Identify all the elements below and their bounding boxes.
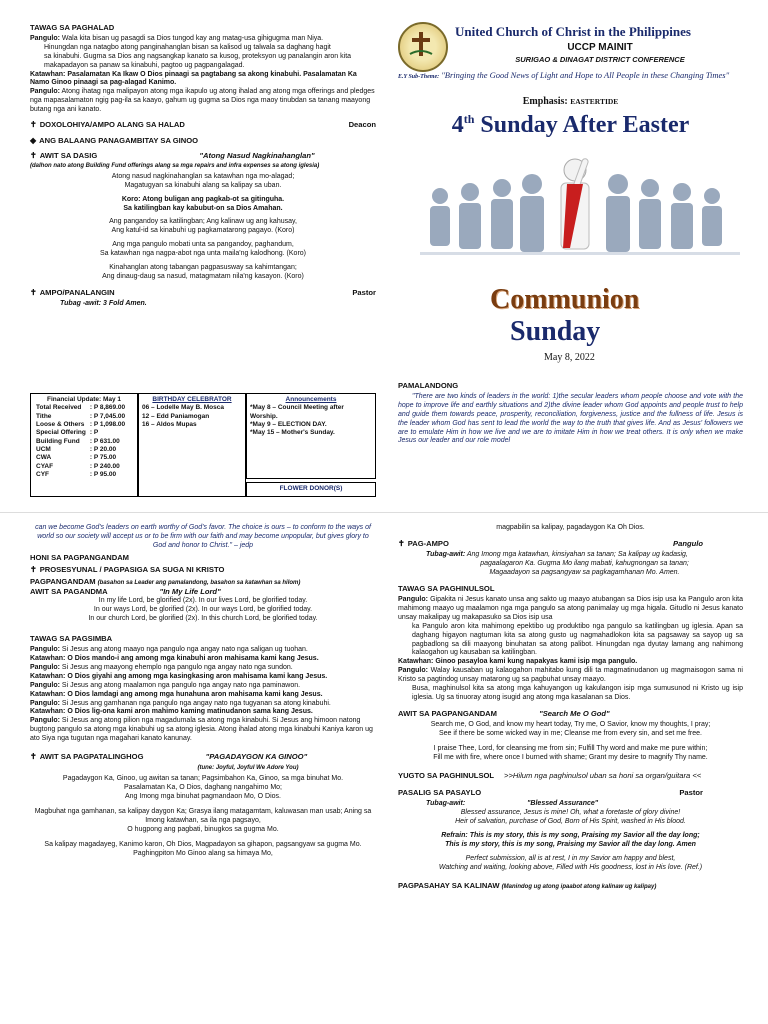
pagpatalinghog-tune: (tune: Joyful, Joyful We Adore You) [197,764,299,771]
financial-value: : P 75.00 [89,454,117,462]
pagsimba-list [30,646,376,744]
conference-name: SURIGAO & DINAGAT DISTRICT CONFERENCE [515,55,685,65]
liturgy-line: Pangulo: Si Jesus ang gamhanan nga pangulo nga angay nato nga tugyanan sa atong kinabuhi. [30,699,331,707]
pag-ampo-tubag: Tubag-awit: Ang Imong mga katawhan, kinsiyahan sa tanan; Sa kalipay ug kadasig, pagaalagaron Ka. Gugma Mo ilang mabati, kahugnongan sa tanan; Magaadayon sa pagsangyaw sa pagkagamhanan Mo. Amen. [426,551,689,577]
pamalandong-continued: can we become God's leaders on earth worthy of God's favor. The choice is ours – to conform to the ways of world so our society will accept us or to be firm with our faith and may become unpopular, but gives glory to God and honor to Christ." – jedp [35,524,371,549]
liturgy-line: Pangulo: Si Jesus ang atong maayo nga pangulo nga angay nato nga saligan ug tuohan. [30,645,308,653]
ampo-row: ✝ AMPO/PANALANGIN Pastor [30,288,376,298]
financial-table [34,404,127,479]
tawag-halad-heading: TAWAG SA PAGHALAD [30,23,115,32]
financial-label: Loose & Others [36,420,85,428]
financial-row [34,429,127,437]
financial-row [34,413,127,421]
cross-icon: ✝ [30,564,37,574]
prosesyunal-heading: ✝ PROSESYUNAL / PAGPASIGA SA SUGA NI KRISTO [30,564,225,574]
diamond-icon: ◆ [30,135,37,145]
pagpangandam-row: PAGPANGANDAM (basahon sa Leader ang pamalandong, basahon sa katawhan sa hilom) [30,576,301,586]
liturgy-line: Pangulo: Si Jesus ang atong pilion nga magadumala sa atong mga kinabuhi. Si Jesus ang himoon natong bugtong pangulo sa atong mga kinabuhi ug sa atong iglesia. Atong ihalad atong mga kinabuhi Kaniya karon ug ato Siya nga tugutan nga magahari kanato kanunay. [30,717,373,743]
blessed-assurance-verse1: Blessed assurance, Jesus is mine! Oh, what a foretaste of glory divine! Heir of salvation, purchase of God, Born of His Spirit, washed in His blood. [455,809,686,826]
church-seal-logo [398,22,448,72]
financial-row [34,463,127,471]
balaang-row: ◆ ANG BALAANG PANAGAMBITAY SA GINOO [30,135,199,145]
financial-row [34,404,127,412]
financial-value: : P 20.00 [89,445,117,453]
awit-pagandma-lyrics: In my life Lord, be glorified (2x). In our lives Lord, be glorified today. In our ways Lord, be glorified (2x). In our ways Lord, be glorified today. In our church Lord, be glorified (2x). In this church Lord, be glorified today. [88,597,318,623]
financial-value: : P 1,098.00 [89,420,126,428]
liturgy-line: Pangulo: Walay kausaban ug kalaogahon mahitabo kung dili ta magmatinudanon ug magmaisogon sama ni Kristo sa pagtindog unsay matarong ug sa pagbuhat unsay maayo. [398,667,743,684]
sunday-title: 4th Sunday After Easter [451,112,690,138]
yugto-row: YUGTO SA PAGHINULSOL >>Hilum nga paghinulsol uban sa honi sa organ/guitara << [398,770,702,780]
liturgy-line: Pangulo: Si Jesus ang atong maalamon nga pangulo nga angay nato nga paminawon. [30,681,301,689]
pamalandong [398,376,743,446]
pamalandong-heading: PAMALANDONG [398,381,459,390]
blessed-assurance-verse2: Perfect submission, all is at rest, I in my Savior am happy and blest, Watching and waiting, looking above, Filled with His goodness, lost in His love. (Ref.) [438,854,703,871]
left-top-column [30,18,376,309]
financial-row [34,421,127,429]
financial-title: Financial Update: May 1 [46,396,122,403]
financial-row [34,471,127,479]
financial-value: : P 240.00 [89,462,120,470]
ampo-tubag: Tubag -awit: 3 Fold Amen. [60,300,147,308]
financial-label: Special Offering [36,429,86,437]
pag-ampo-row: ✝ PAG-AMPO Pangulo [398,538,703,548]
communion-title: Communion Sunday [490,284,640,347]
birthday-title: BIRTHDAY CELEBRATOR [152,396,232,403]
search-me-lyrics: Search me, O God, and know my heart today, Try me, O Savior, know my thoughts, I pray; See if there be some wicked way in me; Cleanse me from every sin, and set me free. I praise Thee, Lord, for cleansing me from sin; Fulfill Thy word and make me pure within; Fill me with fire, where once I burned with shame; Grant my desire to magnify Thy name. [430,720,711,761]
financial-box [30,393,138,497]
pasalig-row: PASALIG SA PASAYLO Pastor [398,788,703,798]
financial-row [34,446,127,454]
liturgy-line: Katawhan: O Dios mando-i ang among mga kinabuhi aron mahisama kami kang Jesus. [30,654,319,662]
announcement-item: *May 9 – ELECTION DAY. [250,420,327,428]
liturgy-line: Busa, maghinulsol kita sa atong mga kahuyangon ug kakulangon isip mga sumusunod ni Kristo ug isip iglesia. Ug sa tinuoray atong isugid ang atong mga kasalanan sa Dios. [412,685,743,702]
pagpatalinghog-row: ✝ AWIT SA PAGPATALINGHOG "PAGADAYGON KA GINOO" [30,752,308,762]
page-fold-divider [0,512,768,513]
church-name: United Church of Christ in the Philippines [455,24,691,39]
lyric-continued: magpabilin sa kalipay, pagadaygon Ka Oh Dios. [496,524,645,531]
halad-line: sa kinabuhi. Gugma sa Dios ang nagsangkap kanato sa kusog, proteksyon ug panalangin aron kita makapadayon sa panaw sa kinabuhi, pagtoo ug pagpangalagad. [44,52,352,69]
cross-icon: ✝ [30,752,37,762]
pagpatalinghog-lyrics: Pagadaygon Ka, Ginoo, ug awitan sa tanan; Pagsimbahon Ka, Ginoo, sa mga binuhat Mo. Pasalamatan Ka, O Dios, daghang nangahimo Mo; Ang Imong mga binuhat pagmandaon Mo, O Dios. Magbuhat nga gamhanan, sa kalipay daygon Ka; Grasya ilang matagamtam, kaluwasan man usab; Aning sa Imong katawhan, sa ila nga pagsayo, O hugpong ang pagbati, binugkos sa gugma Mo. Sa kalipay magadayeg, Kanimo karon, Oh Dios, Magpadayon sa gihapon, pagsangyaw sa gugma Mo. Paghingpiton Mo Ginoo alang sa himaya Mo, [34,775,372,857]
leader-figures-illustration [420,148,740,288]
financial-label: CYF [36,470,49,478]
honi-heading: HONI SA PAGPANGANDAM [30,552,129,562]
pamalandong-text: "There are two kinds of leaders in the world: 1)the secular leaders whom people choose and vote with the hope to improve life and earthly situations and 2)the divine leader whom God appoints and people trust to help and guide them towards peace, prosperity, reconciliation, forgiveness, justice and the fullness of life. Jesus is the leader whom God has sent to lead the world the way to the truth that gives life. And as Jesus' followers we are to emulate Him in how we live and we are to imitate Him in how we treat others. It is only when we make Jesus our leader and our role model [398,392,743,445]
flower-donor-box: FLOWER DONOR(S) [246,482,376,497]
financial-row [34,454,127,462]
financial-value: : P 95.00 [89,470,117,478]
date: May 8, 2022 [544,352,595,363]
liturgy-line: Katawhan: Ginoo pasayloa kami kung napakyas kami isip mga pangulo. [398,658,638,666]
doxology-row: ✝ DOXOLOHIYA/AMPO ALANG SA HALAD Deacon [30,120,376,130]
cross-icon: ✝ [30,150,37,160]
pagsimba-heading: TAWAG SA PAGSIMBA [30,634,113,644]
financial-value: : P 631.00 [89,437,120,445]
theme: E.Y Sub-Theme: "Bringing the Good News of Light and Hope to All People in these Changing Times" [398,70,730,80]
liturgy-line: Katawhan: O Dios lamdagi ang among mga hunahuna aron mahisama kami kang Jesus. [30,690,323,698]
financial-value: : P 7,045.00 [89,412,126,420]
financial-label: Building Fund [36,437,80,445]
cross-icon: ✝ [30,120,37,130]
birthday-item: 16 – Aldos Mupas [142,420,197,428]
emphasis: Emphasis: EASTERTIDE [522,96,619,107]
uccp-name: UCCP MAINIT [567,41,633,53]
financial-label: UCM [36,445,51,453]
paghinulsol-list [398,596,743,703]
birthday-item: 12 – Edd Paniamogan [142,412,210,420]
liturgy-line: Katawhan: O Dios giyahi ang among mga kasingkasing aron mahisama kami kang Jesus. [30,672,328,680]
cross-icon: ✝ [30,288,37,298]
financial-row [34,438,127,446]
kalinaw-row: PAGPASAHAY SA KALINAW (Manindog ug atong ipaabot atong kalinaw ug kalipay) [398,880,657,890]
birthday-box [138,393,246,497]
halad-line: Hinungdan nga natagbo atong panginahanglan bisan sa kalisod ug talwala sa daghang hagit [44,43,331,51]
birthday-item: 06 – Lodelle May B. Mosca [142,404,225,412]
left-bottom-column [30,524,376,859]
awit-pagandma-row: AWIT SA PAGANDMA "In My Life Lord" [30,587,221,597]
liturgy-line: ka Pangulo aron kita mahimong epektibo ug produktibo nga pangulo sa katilingban ug iglesia. Apan sa daghang higayon nagtuman kita sa atong gusto ug nagmahadlokon kita sa pagsaway sa sayop ug sa pagbadlong sa dili maayong binuhatan sa atong palibot. Hinungdan nga dyutay lamang ang nahimong kalaogahon ug kausaban sa katilingban. [412,622,743,657]
cross-icon: ✝ [398,538,405,548]
liturgy-line: Pangulo: Si Jesus ang maayong ehemplo nga pangulo nga angay nato nga sundon. [30,663,293,671]
announcement-item: *May 8 – Council Meeting after Worship. [250,404,344,420]
financial-label: CYAF [36,462,54,470]
liturgy-line: Katawhan: O Dios lig-ona kami aron mahimo kaming matinudanon sama kang Jesus. [30,708,313,716]
dasig-note: (dalhon nato atong Building Fund offerings alang sa mga repairs and infra expenses sa atong iglesia) [30,163,320,169]
announcements-box [246,393,376,479]
dasig-row: ✝ AWIT SA DASIG "Atong Nasud Nagkinahanglan" [30,150,315,160]
financial-value: : P [89,429,99,437]
halad-line: Pangulo: Wala kita bisan ug pasagdi sa Dios tungod kay ang matag-usa gihigugma man Niya. [30,34,324,42]
church-header [455,24,745,65]
awit-pagpangandam-row: AWIT SA PAGPANGANDAM "Search Me O God" [398,709,610,719]
paghinulsol-heading: TAWAG SA PAGHINULSOL [398,584,495,594]
liturgy-line: Pangulo: Gipakita ni Jesus kanato unsa ang sakto ug maayo atubangan sa Dios isip usa ka Pangulo aron kita mahimong maayo ug maalamon nga mga pangulo sa atong panimalay ug mga higala. Gitudlo ni Jesus kanato unsay makalipay ug makapasuko sa Dios isip usa [398,595,743,621]
financial-label: CWA [36,454,52,462]
right-bottom-column [398,524,743,894]
financial-label: Total Received [36,404,82,412]
announcement-item: *May 15 – Mother's Sunday. [250,429,335,437]
financial-label: Tithe [36,412,52,420]
blessed-assurance-refrain: Refrain: This is my story, this is my song, Praising my Savior all the day long; This is my story, this is my song, Praising my Savior all the day long. Amen [441,832,700,848]
halad-line: Katawhan: Pasalamatan Ka Ikaw O Dios pinaagi sa pagtabang sa akong kinabuhi. Pasalamatan Ka Namo Ginoo pinaagi sa pag-alagad Kanimo. [30,70,357,87]
dasig-lyrics: Atong nasud nagkinahanglan sa katawhan nga mo-alagad; Magatugyan sa kinabuhi alang sa kalipay sa uban. Koro: Atong buligan ang pagkab-ot sa gitinguha. Sa katilingban kay kabubut-on sa Dios Amahan. Ang pangandoy sa katilingban; Ang kalinaw ug ang kahusay, Ang katul-id sa kinabuhi ug pagkamatarong pagayo. (Koro) Ang mga pangulo mobati unta sa pangandoy, paghandum, Sa katawhan nga nagpa-abot nga unta maila'ng kalodhong. (Koro) Kinahanglan atong tabangan pagpasusway sa kahimtangan; Ang dinaug-daug sa nasud, matagmatam nila'ng kasayon. (Koro) [99,172,307,281]
financial-value: : P 8,869.00 [89,404,126,412]
halad-line: Pangulo: Atong ihatag nga malipayon atong mga ikapulo ug atong ihalad ang atong mga offerings and pledges nga mapasalamaton ngig pag-ila sa kaayo, gahum ug gugma sa Dios nga maoy tinubdan sa tanang maayong butang nga ani kanato. [30,88,375,114]
pasalig-tubag: Tubag-awit: "Blessed Assurance" [426,800,599,808]
announcements-title: Announcements [285,396,337,403]
